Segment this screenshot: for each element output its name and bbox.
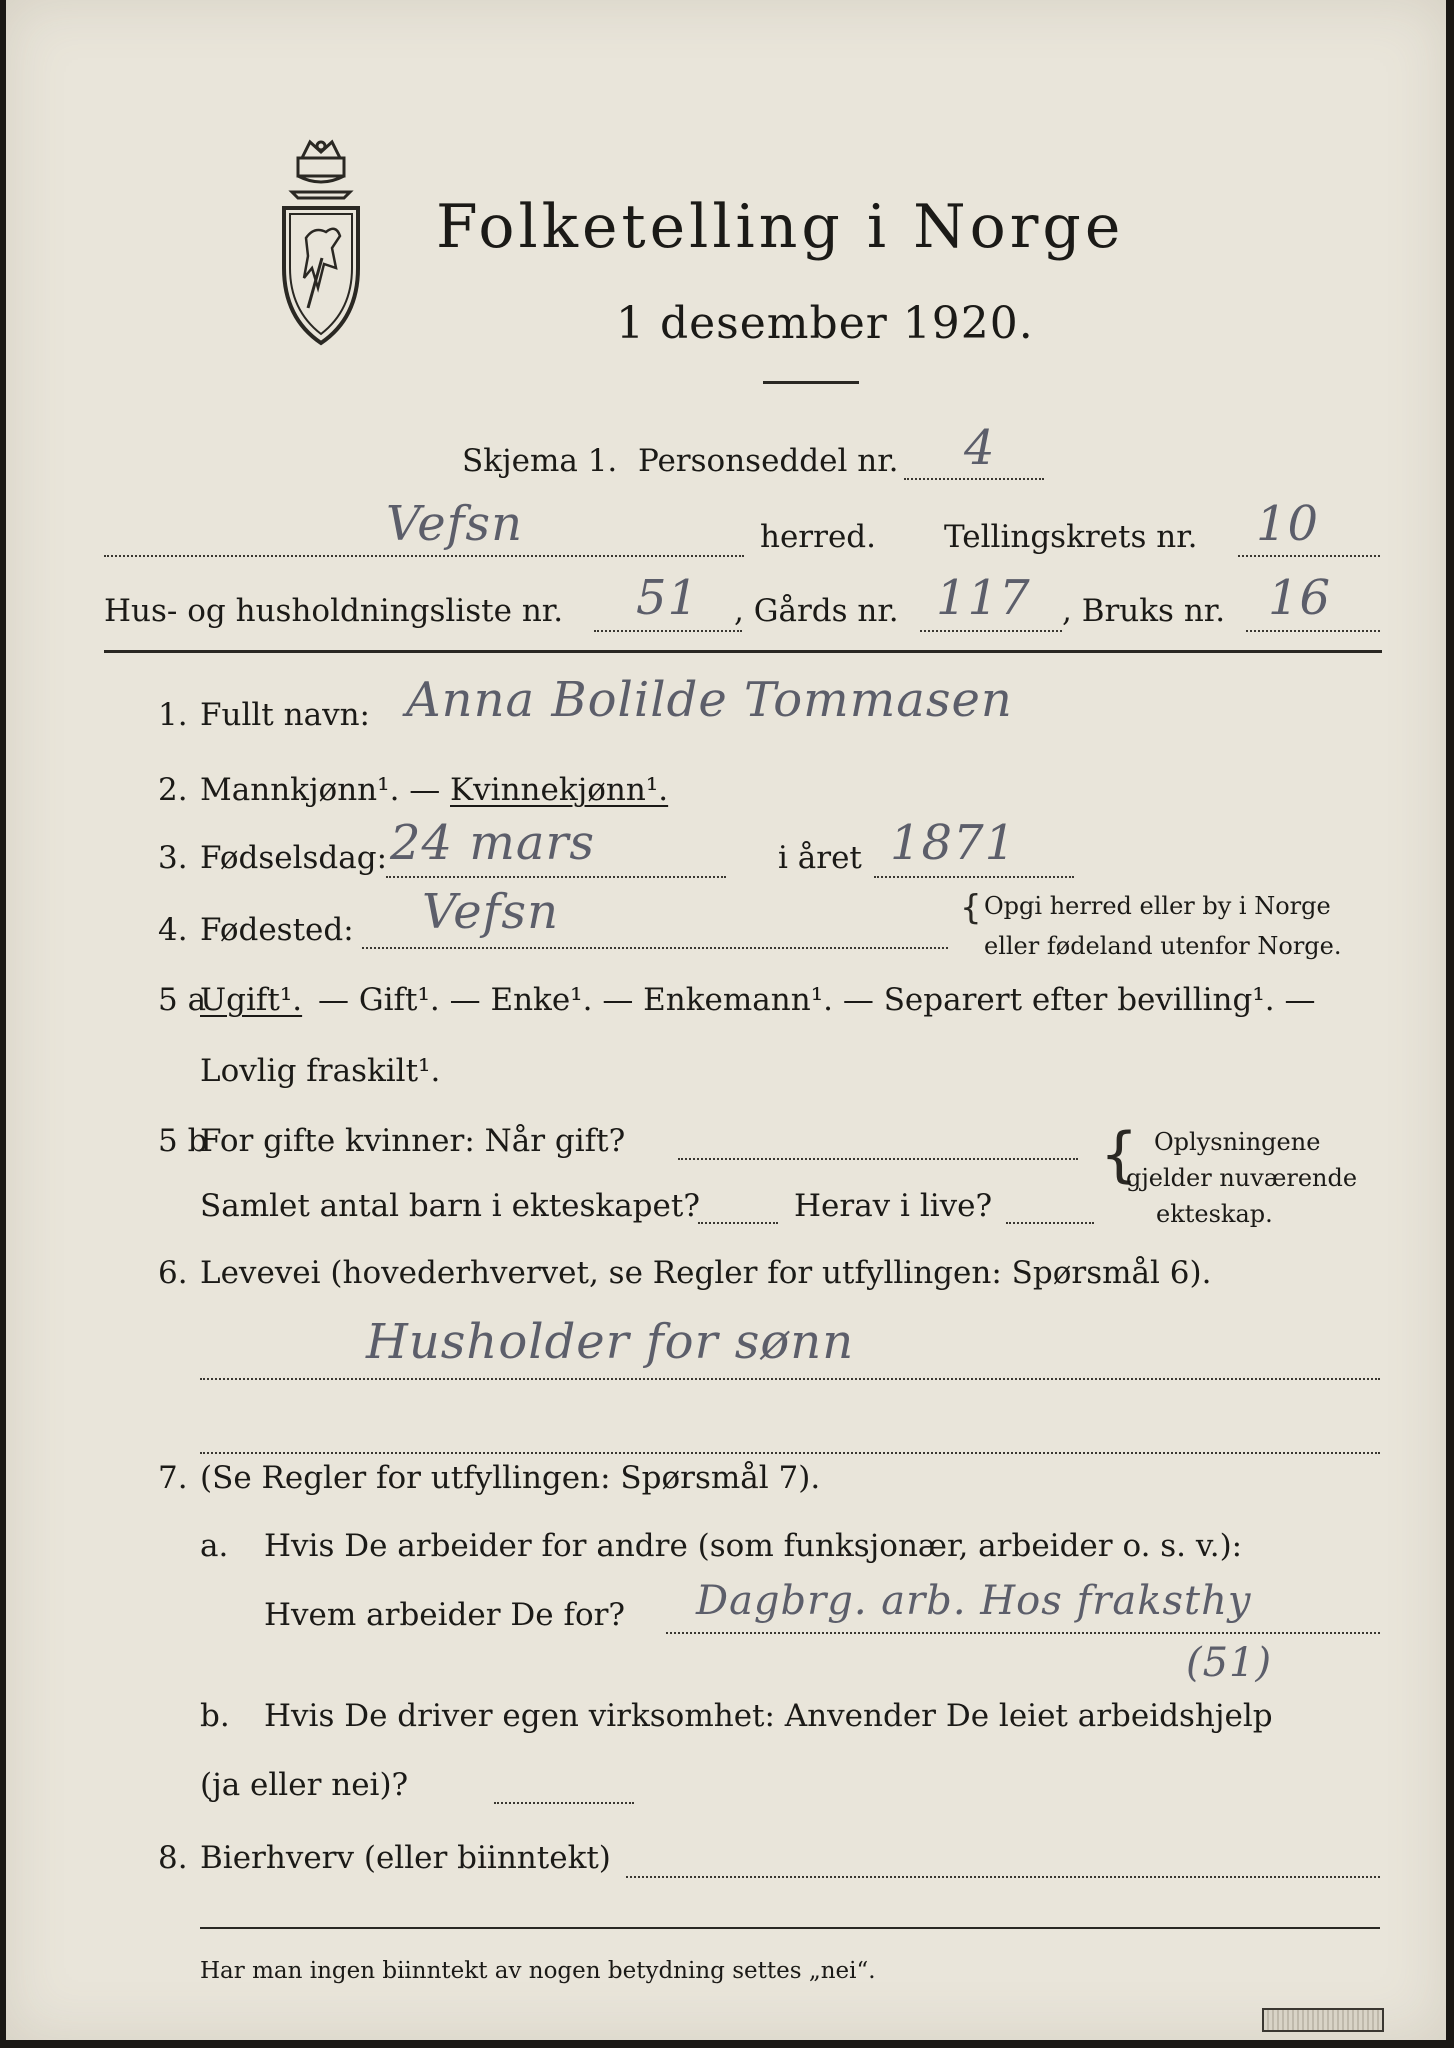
q4-label: Fødested: xyxy=(200,912,354,948)
q5b-married-label: For gifte kvinner: Når gift? xyxy=(200,1123,626,1159)
q5b-children-line xyxy=(698,1222,778,1224)
q6-label: Levevei (hovederhvervet, se Regler for utfyllingen: Spørsmål 6). xyxy=(200,1255,1212,1291)
personseddel-value[interactable]: 4 xyxy=(964,420,996,476)
q2-male-option[interactable]: Mannkjønn¹. — xyxy=(200,772,441,808)
q7b-line xyxy=(494,1802,634,1804)
coat-of-arms-icon xyxy=(262,138,380,348)
q7-number: 7. xyxy=(158,1460,188,1496)
section-divider xyxy=(104,650,1382,653)
q2-female-option[interactable]: Kvinnekjønn¹. xyxy=(450,772,669,808)
q7a-employer-value-2[interactable]: (51) xyxy=(1186,1640,1273,1686)
personseddel-label: Personseddel nr. xyxy=(638,443,899,479)
q6-occupation-value[interactable]: Husholder for sønn xyxy=(366,1314,855,1370)
q7a-label-line2: Hvem arbeider De for? xyxy=(264,1597,626,1633)
q3-label: Fødselsdag: xyxy=(200,840,388,876)
husholdningsliste-label: Hus- og husholdningsliste nr. xyxy=(104,593,564,629)
herred-line xyxy=(104,555,744,557)
q5a-ugift-option[interactable]: Ugift¹. xyxy=(200,982,303,1018)
q4-line xyxy=(362,947,948,949)
q8-number: 8. xyxy=(158,1840,188,1876)
q7a-employer-value[interactable]: Dagbrg. arb. Hos fraksthy xyxy=(696,1578,1252,1624)
q5b-alive-label: Herav i live? xyxy=(794,1188,993,1224)
printer-stamp xyxy=(1262,2008,1384,2032)
q8-label: Bierhverv (eller biinntekt) xyxy=(200,1840,611,1876)
q7b-letter: b. xyxy=(200,1698,230,1734)
bruks-value[interactable]: 16 xyxy=(1268,570,1332,626)
census-date: 1 desember 1920. xyxy=(616,298,1034,349)
husholdningsliste-value[interactable]: 51 xyxy=(636,570,700,626)
q3-year-line xyxy=(874,876,1074,878)
q4-note-line2: eller fødeland utenfor Norge. xyxy=(984,932,1342,960)
q2-number: 2. xyxy=(158,772,188,808)
q7a-letter: a. xyxy=(200,1528,229,1564)
q7-label: (Se Regler for utfyllingen: Spørsmål 7). xyxy=(200,1460,821,1496)
q8-line xyxy=(626,1876,1380,1878)
q5b-note-line1: Oplysningene xyxy=(1154,1128,1321,1156)
q5b-married-line xyxy=(678,1158,1078,1160)
footer-divider xyxy=(200,1927,1380,1929)
q1-label: Fullt navn: xyxy=(200,697,370,733)
title-divider xyxy=(763,381,859,384)
bruks-line xyxy=(1246,630,1380,632)
bruks-label: , Bruks nr. xyxy=(1062,593,1226,629)
footer-note: Har man ingen biinntekt av nogen betydning settes „nei“. xyxy=(200,1958,876,1984)
q5a-fraskilt-option[interactable]: Lovlig fraskilt¹. xyxy=(200,1053,441,1089)
tellingskrets-line xyxy=(1238,555,1380,557)
q5b-note-line2: gjelder nuværende xyxy=(1126,1164,1358,1192)
husholdningsliste-line xyxy=(594,630,742,632)
q7b-label-line1: Hvis De driver egen virksomhet: Anvender De leiet arbeidshjelp xyxy=(264,1698,1273,1734)
census-form-page xyxy=(6,0,1446,2040)
q6-number: 6. xyxy=(158,1255,188,1291)
q5b-children-label: Samlet antal barn i ekteskapet? xyxy=(200,1188,700,1224)
skjema-label: Skjema 1. xyxy=(462,443,618,479)
q5b-brace: { xyxy=(1100,1120,1139,1190)
q3-date-line xyxy=(386,876,726,878)
q5a-number: 5 a xyxy=(158,982,207,1018)
q4-brace: { xyxy=(960,888,982,928)
q5b-number: 5 b xyxy=(158,1123,208,1159)
q3-year-label: i året xyxy=(778,840,862,876)
q7a-label-line1: Hvis De arbeider for andre (som funksjonær, arbeider o. s. v.): xyxy=(264,1528,1243,1564)
q5b-alive-line xyxy=(1006,1222,1094,1224)
tellingskrets-label: Tellingskrets nr. xyxy=(944,519,1198,555)
gards-line xyxy=(920,630,1062,632)
q6-line1 xyxy=(200,1378,1380,1380)
herred-value[interactable]: Vefsn xyxy=(386,496,523,552)
q1-full-name-value[interactable]: Anna Bolilde Tommasen xyxy=(406,672,1013,728)
gards-label: , Gårds nr. xyxy=(734,593,899,629)
gards-value[interactable]: 117 xyxy=(936,570,1031,626)
q5b-note-line3: ekteskap. xyxy=(1156,1200,1273,1228)
q6-line2 xyxy=(200,1452,1380,1454)
herred-label: herred. xyxy=(760,519,876,555)
q4-note-line1: Opgi herred eller by i Norge xyxy=(984,892,1331,920)
q7b-label-line2: (ja eller nei)? xyxy=(200,1767,409,1803)
personseddel-line xyxy=(904,478,1044,480)
q3-year-value[interactable]: 1871 xyxy=(890,815,1017,871)
form-title: Folketelling i Norge xyxy=(436,192,1125,262)
tellingskrets-value[interactable]: 10 xyxy=(1256,496,1320,552)
q1-number: 1. xyxy=(158,697,188,733)
q3-number: 3. xyxy=(158,840,188,876)
q7a-line xyxy=(666,1632,1380,1634)
q4-birthplace-value[interactable]: Vefsn xyxy=(422,884,559,940)
q5a-other-options[interactable]: — Gift¹. — Enke¹. — Enkemann¹. — Separert efter bevilling¹. — xyxy=(318,982,1316,1018)
q3-birthdate-value[interactable]: 24 mars xyxy=(390,815,596,871)
q4-number: 4. xyxy=(158,912,188,948)
